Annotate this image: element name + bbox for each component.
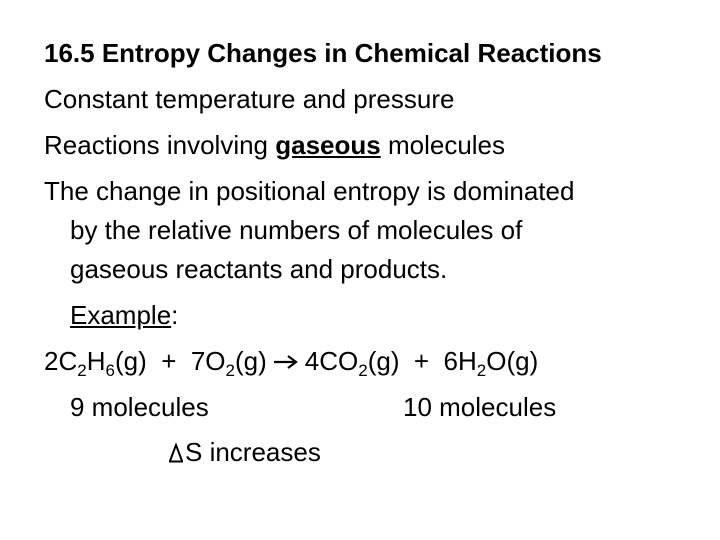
bullet-positional-entropy-cont1: by the relative numbers of molecules of [70,215,523,245]
text-before: Reactions involving [44,130,276,160]
bullet-gaseous-reactions [44,130,505,160]
product-molecule-count: 10 molecules [403,392,557,422]
eq-subscript: 6 [105,361,115,380]
example-label [70,300,178,330]
bullet-positional-entropy: The change in positional entropy is dominated [44,176,575,206]
molecule-counts [70,392,557,422]
eq-part: (g) + 7O [114,346,226,376]
eq-part: H [86,346,106,376]
delta-icon [168,443,184,463]
text-after: molecules [380,130,506,160]
entropy-change-text: S increases [185,437,321,467]
eq-subscript: 2 [476,361,487,380]
example-colon: : [171,300,179,330]
eq-part: (g) [234,346,267,376]
entropy-change [168,437,321,467]
eq-subscript: 2 [358,361,368,380]
reactant-molecule-count: 9 molecules [70,392,209,422]
eq-subscript: 2 [77,361,87,380]
bullet-constant-conditions: Constant temperature and pressure [44,84,455,114]
emphasis-gaseous: gaseous [275,130,381,160]
example-word: Example [70,300,172,330]
slide-title: 16.5 Entropy Changes in Chemical Reactions [44,38,602,68]
eq-subscript: 2 [225,361,235,380]
bullet-positional-entropy-cont2: gaseous reactants and products. [70,254,448,284]
arrow-right-icon [273,352,299,372]
eq-part: (g) + 6H [367,346,477,376]
eq-part: 4CO [304,346,359,376]
eq-part: O(g) [486,346,539,376]
chemical-equation [44,346,539,380]
eq-part: 2C [44,346,78,376]
